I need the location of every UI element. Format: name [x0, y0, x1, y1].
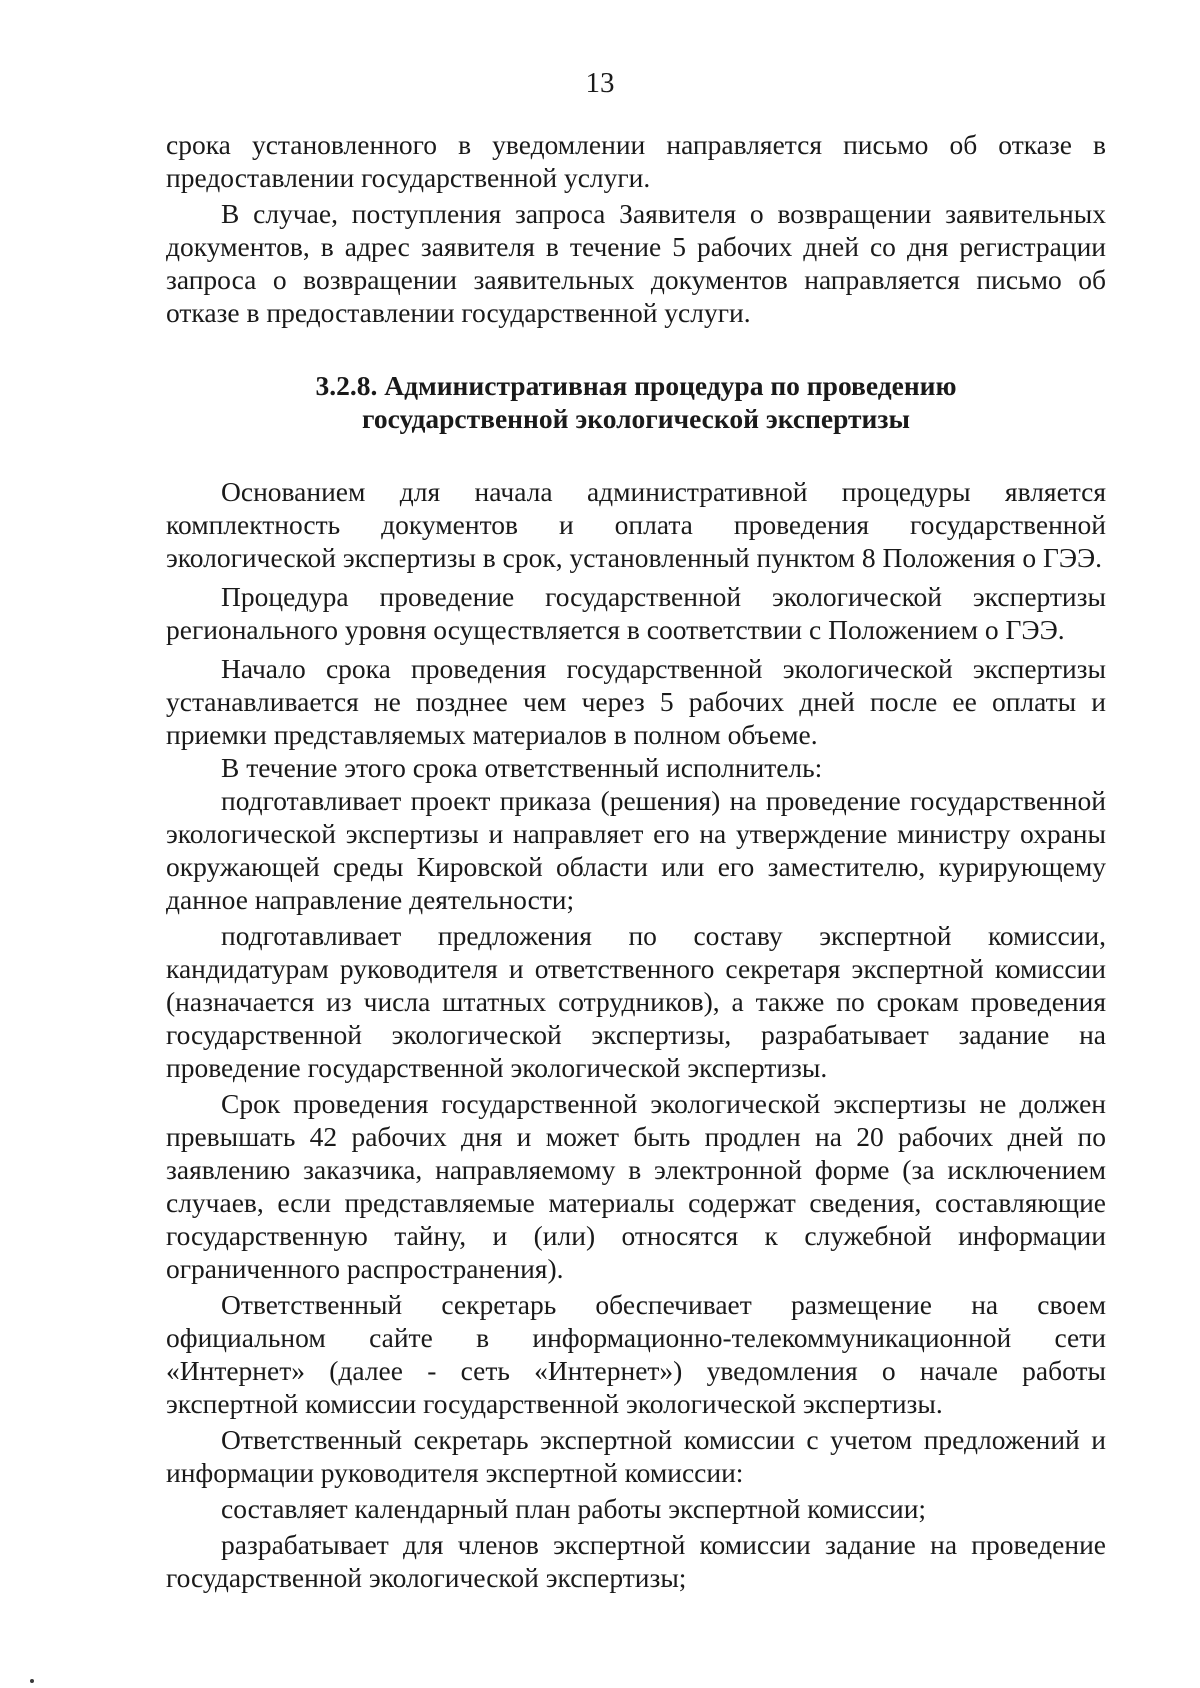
page-number: 13 [585, 67, 615, 99]
paragraph-prepares-order: подготавливает проект приказа (решения) на проведение государственной экологической экспертизы и направляет его на утверждение министру охраны окружающей среды Кировской области или его заместителю, курирующему данное направление деятельности; [166, 785, 1106, 915]
section-heading-line-1: 3.2.8. Административная процедура по проведению [315, 370, 957, 401]
paragraph-procedure: Процедура проведение государственной экологической экспертизы регионального уровня осуществляется в соответствии с Положением о ГЭЭ. [166, 581, 1106, 645]
paragraph-duration: Срок проведения государственной экологической экспертизы не должен превышать 42 рабочих дня и может быть продлен на 20 рабочих дней по заявлению заказчика, направляемому в электронной форме (за исключением случаев, если представляемые материалы содержат сведения, составляющие государственную тайну, и (или) относятся к служебной информации ограниченного распространения). [166, 1088, 1106, 1284]
section-heading [166, 369, 1106, 435]
scan-speck [30, 1679, 34, 1683]
document-body [166, 128, 1106, 1594]
section-heading-line-2: государственной экологической экспертизы [362, 403, 910, 434]
paragraph-start-term: Начало срока проведения государственной экологической экспертизы устанавливается не позднее чем через 5 рабочих дней после ее оплаты и приемки представляемых материалов в полном объеме. [166, 653, 1106, 750]
paragraph-calendar-plan: составляет календарный план работы экспертной комиссии; [221, 1493, 927, 1524]
paragraph-continuation: срока установленного в уведомлении направляется письмо об отказе в предоставлении государственной услуги. [166, 129, 1106, 193]
paragraph-secretary-publishes: Ответственный секретарь обеспечивает размещение на своем официальном сайте в информационно-телекоммуникационной сети «Интернет» (далее - сеть «Интернет») уведомления о начале работы экспертной комиссии государственной экологической экспертизы. [166, 1289, 1106, 1419]
paragraph-return-request: В случае, поступления запроса Заявителя о возвращении заявительных документов, в адрес заявителя в течение 5 рабочих дней со дня регистрации запроса о возвращении заявительных документов направляется письмо об отказе в предоставлении государственной услуги. [166, 198, 1106, 328]
paragraph-grounds: Основанием для начала административной процедуры является комплектность документов и оплата проведения государственной экологической экспертизы в срок, установленный пунктом 8 Положения о ГЭЭ. [166, 476, 1106, 573]
paragraph-executor-intro: В течение этого срока ответственный исполнитель: [221, 752, 823, 783]
paragraph-task-for-members: разрабатывает для членов экспертной комиссии задание на проведение государственной экологической экспертизы; [166, 1529, 1106, 1593]
paragraph-secretary-duties: Ответственный секретарь экспертной комиссии с учетом предложений и информации руководителя экспертной комиссии: [166, 1424, 1106, 1488]
paragraph-prepares-proposals: подготавливает предложения по составу экспертной комиссии, кандидатурам руководителя и ответственного секретаря экспертной комиссии (назначается из числа штатных сотрудников), а также по срокам проведения государственной экологической экспертизы, разрабатывает задание на проведение государственной экологической экспертизы. [166, 920, 1106, 1083]
